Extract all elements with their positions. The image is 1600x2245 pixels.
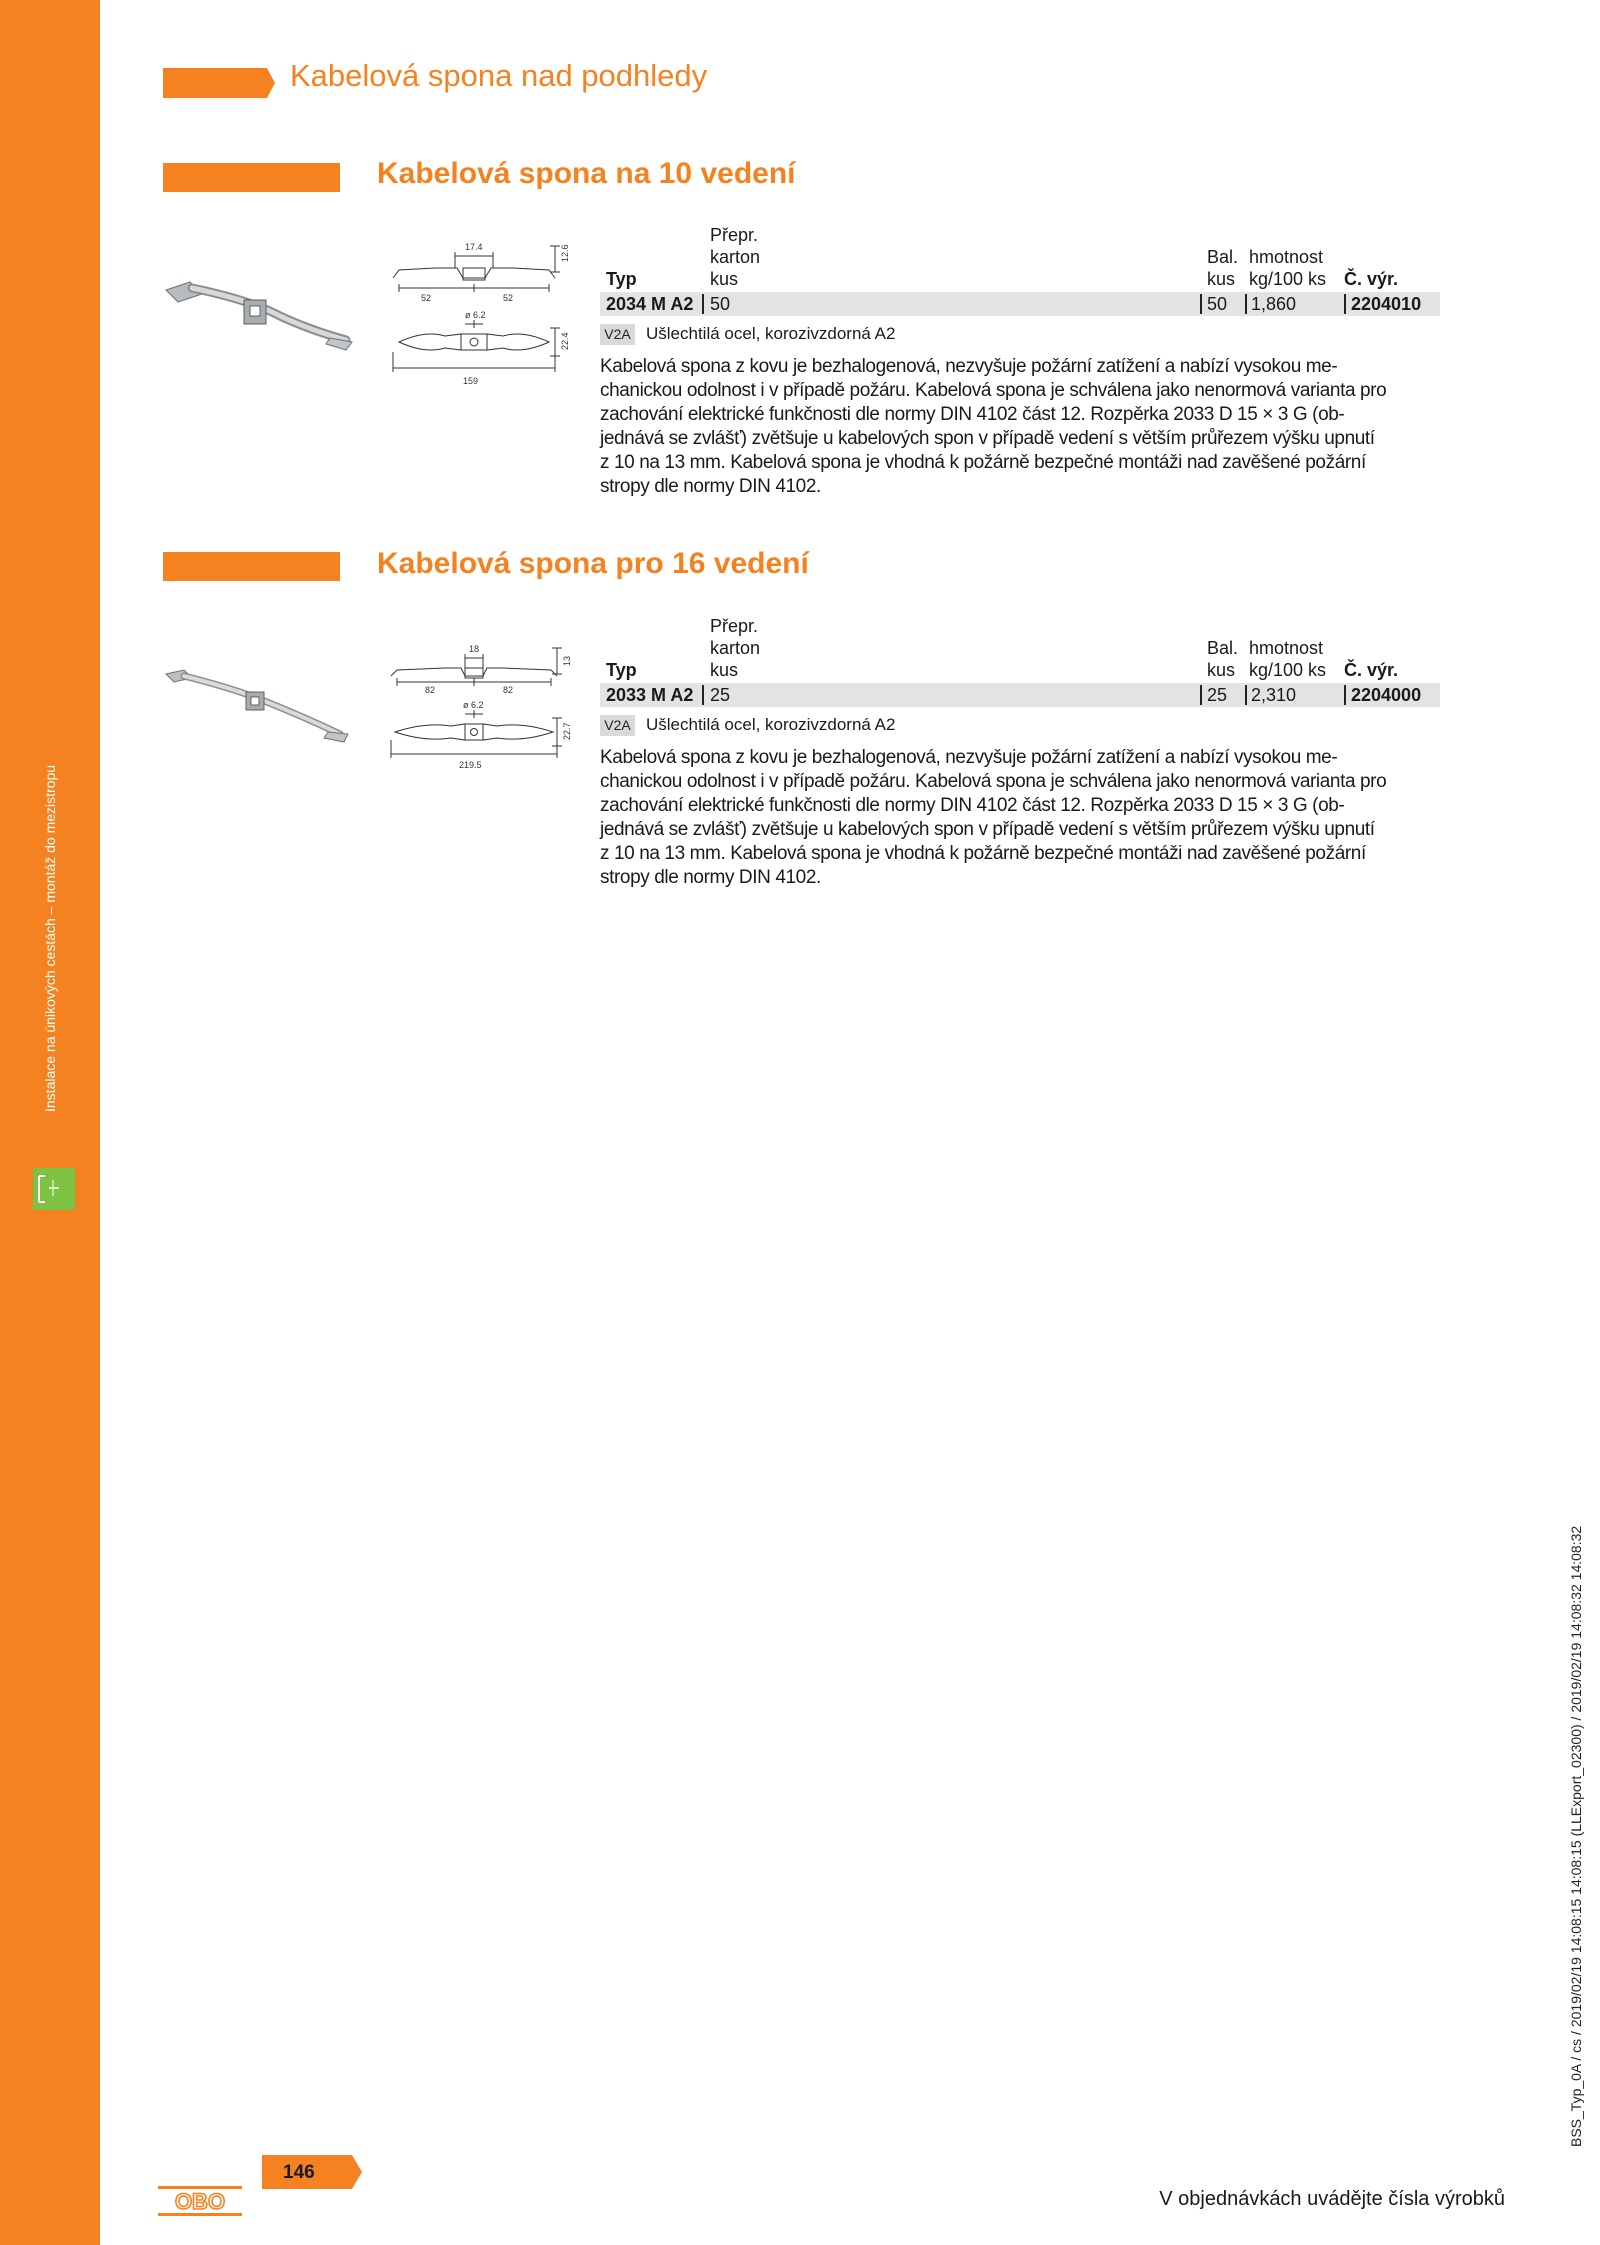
- dim-length: 219.5: [459, 760, 482, 770]
- table-row: [600, 292, 1440, 316]
- cell-divider: [1344, 685, 1346, 705]
- description-line: z 10 na 13 mm. Kabelová spona je vhodná k požárně bezpečné montáži nad zavěšené požární: [600, 843, 1366, 864]
- description-line: chanickou odolnost i v případě požáru. Kabelová spona je schválena jako nenormová varianta pro: [600, 380, 1387, 401]
- cell-cvyr: 2204010: [1351, 294, 1422, 314]
- dim-hole: ø 6.2: [463, 700, 484, 710]
- header-bal: kus: [1207, 269, 1236, 289]
- material-text: Ušlechtilá ocel, korozivzdorná A2: [646, 324, 896, 343]
- cell-divider: [702, 685, 704, 705]
- cell-hmotnost: 1,860: [1251, 294, 1297, 314]
- cell-bal: 50: [1207, 294, 1228, 314]
- header-cvyr: Č. výr.: [1344, 269, 1399, 289]
- sidebar-band: [0, 0, 100, 2245]
- cell-divider: [702, 294, 704, 314]
- material-badge: V2A: [600, 715, 635, 736]
- cell-typ: 2034 M A2: [606, 294, 694, 314]
- dim-seg-left: 52: [421, 293, 432, 303]
- section-title: Kabelová spona pro 16 vedení: [377, 547, 809, 580]
- cell-typ: 2033 M A2: [606, 685, 694, 705]
- dim-hole: ø 6.2: [465, 310, 486, 320]
- chapter-marker-icon: [33, 1168, 75, 1210]
- dim-seg-right: 52: [503, 293, 514, 303]
- header-karton: Přepr.: [710, 225, 759, 245]
- header-karton: karton: [710, 247, 761, 267]
- header-hmotnost: hmotnost: [1249, 638, 1324, 658]
- cell-karton: 50: [710, 294, 731, 314]
- dim-width-top: 17.4: [465, 242, 483, 252]
- table-header: [600, 224, 1440, 290]
- description-line: chanickou odolnost i v případě požáru. Kabelová spona je schválena jako nenormová varianta pro: [600, 771, 1387, 792]
- cell-divider: [1200, 294, 1202, 314]
- page-title: Kabelová spona nad podhledy: [290, 58, 708, 93]
- header-arrow-icon: [163, 68, 275, 98]
- section-bar: [163, 163, 340, 192]
- product-description: [600, 355, 1430, 499]
- header-hmotnost: kg/100 ks: [1249, 660, 1327, 680]
- sidebar-label: Instalace na únikových cestách – montáž do mezistropu: [42, 764, 58, 1112]
- cell-karton: 25: [710, 685, 731, 705]
- header-karton: karton: [710, 638, 761, 658]
- material-text: Ušlechtilá ocel, korozivzdorná A2: [646, 715, 896, 734]
- dim-length: 159: [463, 376, 479, 386]
- footer-note: V objednávkách uvádějte čísla výrobků: [1159, 2188, 1505, 2210]
- description-line: zachování elektrické funkčnosti dle normy DIN 4102 část 12. Rozpěrka 2033 D 15 × 3 G (ob-: [600, 795, 1345, 816]
- product-photo-10: [160, 278, 355, 353]
- header-bal: kus: [1207, 660, 1236, 680]
- cell-cvyr: 2204000: [1351, 685, 1422, 705]
- cell-divider: [1245, 294, 1247, 314]
- cell-bal: 25: [1207, 685, 1228, 705]
- description-line: jednává se zvlášť) zvětšuje u kabelových spon v případě vedení s větším průřezem výšku upnutí: [600, 428, 1375, 449]
- obo-logo-icon: [158, 2186, 242, 2216]
- dim-width-top: 18: [469, 644, 480, 654]
- description-line: stropy dle normy DIN 4102.: [600, 476, 821, 497]
- page-number: 146: [283, 2162, 315, 2183]
- technical-drawing-16: [385, 640, 575, 775]
- cell-divider: [1245, 685, 1247, 705]
- description-line: Kabelová spona z kovu je bezhalogenová, nezvyšuje požární zatížení a nabízí vysokou me-: [600, 356, 1338, 377]
- header-bal: Bal.: [1207, 638, 1239, 658]
- header-karton: kus: [710, 660, 739, 680]
- dim-width-bottom: 22.4: [560, 332, 570, 350]
- section-bar: [163, 552, 340, 581]
- header-hmotnost: hmotnost: [1249, 247, 1324, 267]
- header-bal: Bal.: [1207, 247, 1239, 267]
- product-photo-16: [162, 668, 352, 744]
- header-hmotnost: kg/100 ks: [1249, 269, 1327, 289]
- header-cvyr: Č. výr.: [1344, 660, 1399, 680]
- cell-divider: [1200, 685, 1202, 705]
- dim-height: 13: [562, 655, 572, 666]
- cell-hmotnost: 2,310: [1251, 685, 1297, 705]
- cell-divider: [1344, 294, 1346, 314]
- dim-seg-left: 82: [425, 685, 436, 695]
- dim-width-bottom: 22.7: [562, 722, 572, 740]
- dim-seg-right: 82: [503, 685, 514, 695]
- material-badge: V2A: [600, 324, 635, 345]
- description-line: Kabelová spona z kovu je bezhalogenová, nezvyšuje požární zatížení a nabízí vysokou me-: [600, 747, 1338, 768]
- header-typ: Typ: [606, 660, 637, 680]
- technical-drawing-10: [385, 232, 575, 402]
- print-meta-text: BSS_Typ_0A / cs / 2019/02/19 14:08:15 14:08:15 (LLExport_02300) / 2019/02/19 14:08:32 14:08:32: [1568, 1525, 1584, 2147]
- product-description: [600, 746, 1430, 890]
- description-line: zachování elektrické funkčnosti dle normy DIN 4102 část 12. Rozpěrka 2033 D 15 × 3 G (ob-: [600, 404, 1345, 425]
- header-karton: kus: [710, 269, 739, 289]
- description-line: jednává se zvlášť) zvětšuje u kabelových spon v případě vedení s větším průřezem výšku upnutí: [600, 819, 1375, 840]
- header-typ: Typ: [606, 269, 637, 289]
- dim-height: 12.6: [560, 244, 570, 262]
- logo-text: OBO: [174, 2189, 226, 2214]
- table-header: [600, 615, 1440, 681]
- table-row: [600, 683, 1440, 707]
- description-line: z 10 na 13 mm. Kabelová spona je vhodná k požárně bezpečné montáži nad zavěšené požární: [600, 452, 1366, 473]
- header-karton: Přepr.: [710, 616, 759, 636]
- description-line: stropy dle normy DIN 4102.: [600, 867, 821, 888]
- section-title: Kabelová spona na 10 vedení: [377, 157, 796, 190]
